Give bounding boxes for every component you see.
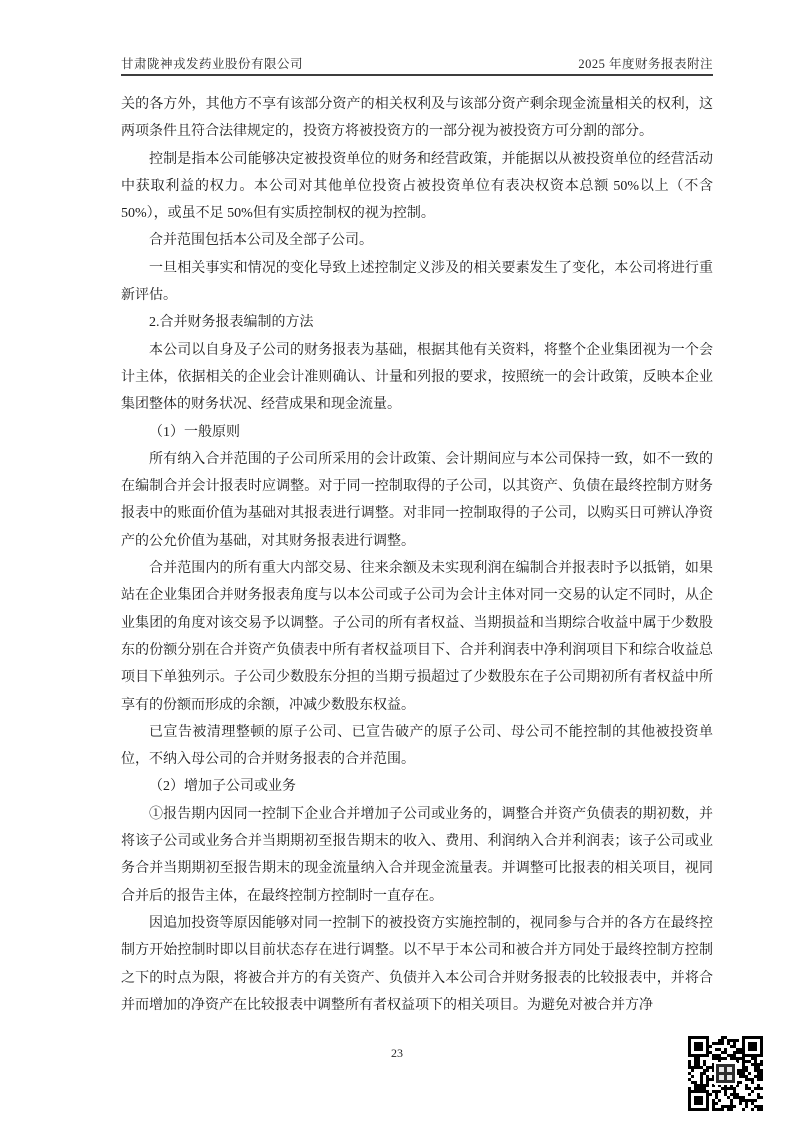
- section-heading: 2.合并财务报表编制的方法: [149, 315, 314, 331]
- header-doc-title: 2025 年度财务报表附注: [578, 57, 713, 71]
- paragraph: 所有纳入合并范围的子公司所采用的会计政策、会计期间应与本公司保持一致，如不一致的在编制合并会计报表时应调整。对于同一控制取得的子公司，以其资产、负债在最终控制方财务报表中的账面价值为基础对其报表进行调整。对非同一控制取得的子公司，以购买日可辨认净资产的公允价值为基础，对其财务报表进行调整。: [121, 451, 713, 549]
- subsection-heading: （2）增加子公司或业务: [149, 779, 296, 795]
- paragraph-continuation: 关的各方外，其他方不享有该部分资产的相关权利及与该部分资产剩余现金流量相关的权利，这两项条件且符合法律规定的，投资方将被投资方的一部分视为被投资方可分割的部分。: [121, 97, 713, 140]
- page-number: 23: [391, 1046, 403, 1060]
- subsection-heading: （1）一般原则: [149, 424, 240, 440]
- paragraph: 本公司以自身及子公司的财务报表为基础，根据其他有关资料，将整个企业集团视为一个会计主体，依据相关的企业会计准则确认、计量和列报的要求，按照统一的会计政策，反映本企业集团整体的财务状况、经营成果和现金流量。: [121, 342, 713, 413]
- paragraph: 控制是指本公司能够决定被投资单位的财务和经营政策，并能据以从被投资单位的经营活动中获取利益的权力。本公司对其他单位投资占被投资单位有表决权资本总额 50%以上（不含 50%），或虽不足 50%但有实质控制权的视为控制。: [121, 151, 713, 222]
- page-header: [121, 54, 713, 72]
- header-company-name: 甘肃陇神戎发药业股份有限公司: [121, 57, 304, 71]
- paragraph: 合并范围内的所有重大内部交易、往来余额及未实现利润在编制合并报表时予以抵销，如果站在企业集团合并财务报表角度与以本公司或子公司为会计主体对同一交易的认定不同时，从企业集团的角度对该交易予以调整。子公司的所有者权益、当期损益和当期综合收益中属于少数股东的份额分别在合并资产负债表中所有者权益项目下、合并利润表中净利润项目下和综合收益总项目下单独列示。子公司少数股东分担的当期亏损超过了少数股东在子公司期初所有者权益中所享有的份额而形成的余额，冲减少数股东权益。: [121, 561, 713, 713]
- paragraph: 已宣告被清理整顿的原子公司、已宣告破产的原子公司、母公司不能控制的其他被投资单位，不纳入母公司的合并财务报表的合并范围。: [121, 724, 713, 768]
- paragraph: 合并范围包括本公司及全部子公司。: [149, 233, 373, 249]
- header-divider: [121, 74, 713, 76]
- paragraph: 一旦相关事实和情况的变化导致上述控制定义涉及的相关要素发生了变化，本公司将进行重新评估。: [121, 260, 713, 304]
- paragraph: ①报告期内因同一控制下企业合并增加子公司或业务的，调整合并资产负债表的期初数，并将该子公司或业务合并当期期初至报告期末的收入、费用、利润纳入合并利润表；该子公司或业务合并当期期初至报告期末的现金流量纳入合并现金流量表。并调整可比报表的相关项目，视同合并后的报告主体，在最终控制方控制时一直存在。: [121, 806, 713, 904]
- qr-code: [688, 1035, 764, 1113]
- body-text: [121, 91, 713, 1019]
- paragraph: 因追加投资等原因能够对同一控制下的被投资方实施控制的，视同参与合并的各方在最终控制方开始控制时即以目前状态存在进行调整。以不早于本公司和被合并方同处于最终控制方控制之下的时点为限，将被合并方的有关资产、负债并入本公司合并财务报表的比较报表中，并将合并而增加的净资产在比较报表中调整所有者权益项下的相关项目。为避免对被合并方净: [121, 915, 713, 1013]
